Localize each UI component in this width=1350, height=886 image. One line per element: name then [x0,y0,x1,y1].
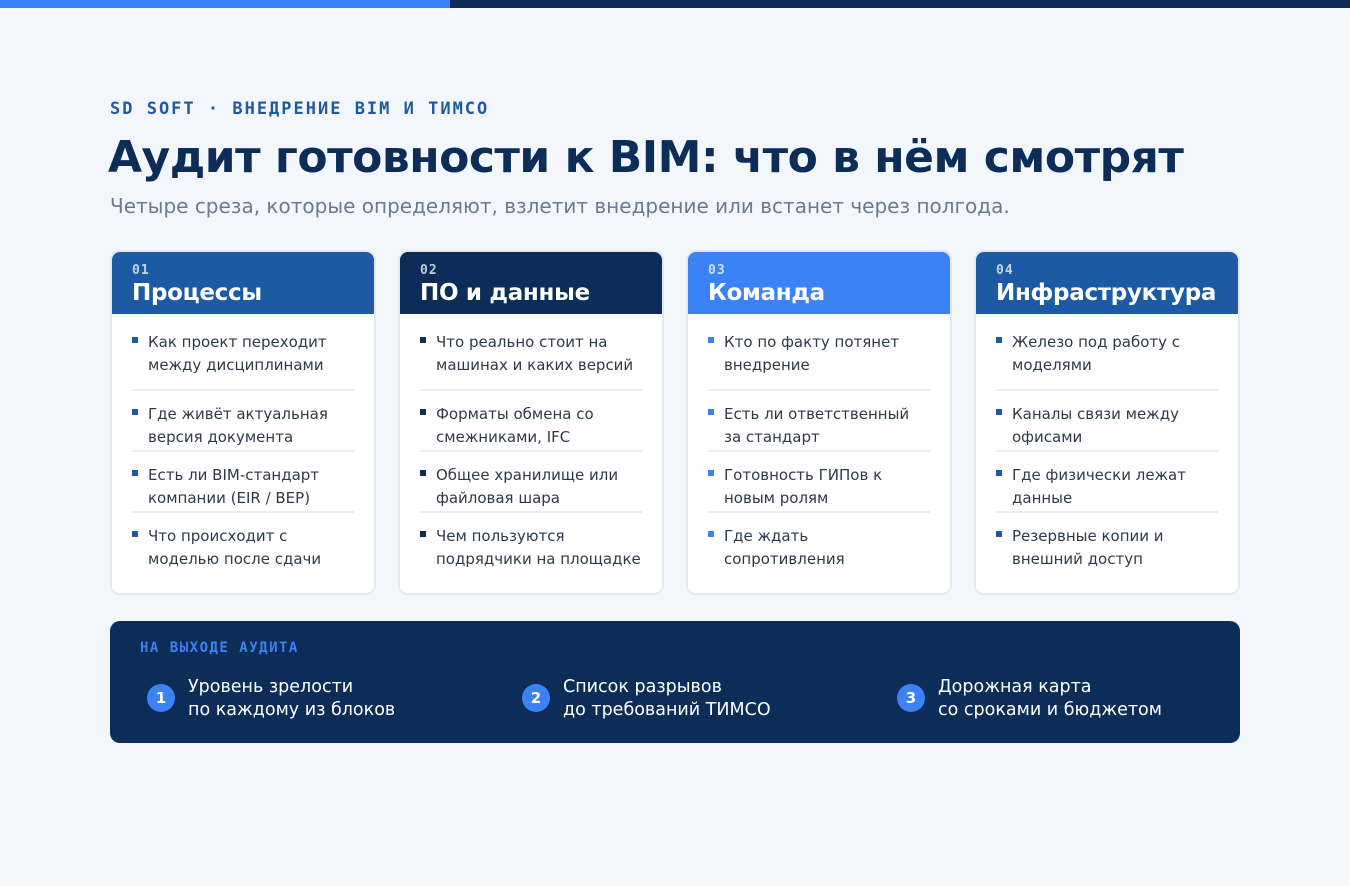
bullet-icon [708,470,714,476]
result-line-2: до требований ТИМСО [563,700,771,720]
card-processes [110,250,376,595]
step-number-badge: 3 [897,684,925,712]
card-number: 03 [708,263,726,278]
list-item [708,330,930,391]
list-item-text: Резервные копии и внешний доступ [1012,527,1164,568]
result-text [563,676,771,722]
card-title: Команда [708,280,825,306]
list-item-text: Чем пользуются подрядчики на площадке [436,527,641,568]
card-list [688,314,950,574]
list-item-text: Готовность ГИПов к новым ролям [724,466,883,507]
card-number: 01 [132,263,150,278]
audit-result-panel [110,621,1240,743]
list-item [420,330,642,391]
bullet-icon [708,531,714,537]
bullet-icon [708,409,714,415]
list-item-text: Каналы связи между офисами [1012,405,1179,446]
bullet-icon [708,337,714,343]
list-item-text: Где живёт актуальная версия документа [148,405,328,446]
step-number-badge: 1 [147,684,175,712]
card-list [976,314,1238,574]
page-title: Аудит готовности к BIM: что в нём смотрят [108,132,1184,183]
card-title: ПО и данные [420,280,590,306]
list-item-text: Железо под работу с моделями [1012,333,1181,374]
result-line-1: Уровень зрелости [188,677,354,697]
result-label: НА ВЫХОДЕ АУДИТА [140,640,299,656]
card-header [400,252,662,314]
bullet-icon [132,470,138,476]
bullet-icon [420,337,426,343]
list-item [996,330,1218,391]
list-item [420,391,642,452]
list-item-text: Как проект переходит между дисциплинами [148,333,327,374]
card-list [112,314,374,574]
bullet-icon [132,409,138,415]
list-item [420,513,642,574]
result-line-2: по каждому из блоков [188,700,396,720]
list-item-text: Общее хранилище или файловая шара [436,466,619,507]
card-header [112,252,374,314]
list-item [708,513,930,574]
card-infrastructure [974,250,1240,595]
list-item [420,452,642,513]
card-title: Инфраструктура [996,280,1217,306]
card-team [686,250,952,595]
card-header [976,252,1238,314]
list-item [996,391,1218,452]
result-line-2: со сроками и бюджетом [938,700,1162,720]
card-title: Процессы [132,280,262,306]
top-bar-accent [0,0,450,8]
list-item [132,452,354,513]
page-subtitle: Четыре среза, которые определяют, взлетит внедрение или встанет через полгода. [110,194,1010,218]
list-item-text: Что происходит с моделью после сдачи [148,527,322,568]
list-item-text: Что реально стоит на машинах и каких версий [436,333,634,374]
list-item [132,513,354,574]
list-item [708,452,930,513]
card-header [688,252,950,314]
bullet-icon [420,470,426,476]
bullet-icon [132,531,138,537]
bullet-icon [996,337,1002,343]
list-item-text: Есть ли BIM-стандарт компании (EIR / BEP) [148,466,320,507]
bullet-icon [132,337,138,343]
card-list [400,314,662,574]
audit-cards [110,250,1240,595]
card-number: 04 [996,263,1014,278]
list-item-text: Кто по факту потянет внедрение [724,333,900,374]
card-number: 02 [420,263,438,278]
result-text [938,676,1162,722]
result-text [188,676,395,722]
list-item-text: Есть ли ответственный за стандарт [724,405,910,446]
list-item [996,452,1218,513]
result-line-1: Список разрывов [563,677,722,697]
bullet-icon [996,470,1002,476]
list-item [996,513,1218,574]
list-item [132,330,354,391]
bullet-icon [420,531,426,537]
list-item-text: Форматы обмена со смежниками, IFC [436,405,594,446]
result-line-1: Дорожная карта [938,677,1092,697]
bullet-icon [996,531,1002,537]
list-item-text: Где ждать сопротивления [724,527,845,568]
bullet-icon [420,409,426,415]
eyebrow: SD SOFT · ВНЕДРЕНИЕ BIM И ТИМСО [110,99,490,119]
list-item [132,391,354,452]
step-number-badge: 2 [522,684,550,712]
bullet-icon [996,409,1002,415]
list-item [708,391,930,452]
card-software-data [398,250,664,595]
list-item-text: Где физически лежат данные [1012,466,1186,507]
